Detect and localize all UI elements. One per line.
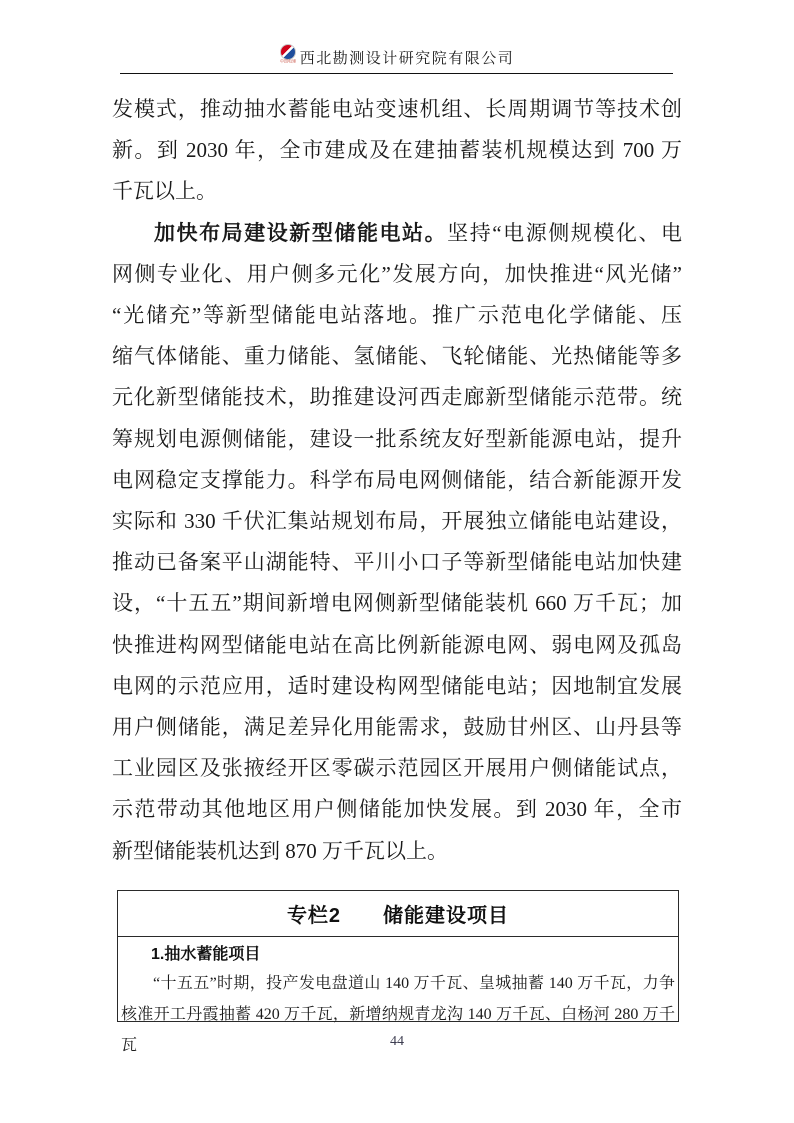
page-header (0, 44, 794, 70)
text-line: 筹规划电源侧储能，建设一批系统友好型新能源电站，提升 (112, 426, 682, 451)
text-line: 元化新型储能技术，助推建设河西走廊新型储能示范带。统 (112, 385, 682, 410)
page-number: 44 (390, 1034, 404, 1049)
box-title: 专栏2 储能建设项目 (118, 891, 678, 937)
bold-lead: 加快布局建设新型储能电站。 (154, 220, 448, 245)
text-line: “光储充”等新型储能电站落地。推广示范电化学储能、压 (112, 303, 682, 328)
header-divider (120, 73, 673, 74)
box-section-heading: 1.抽水蓄能项目 (151, 946, 261, 963)
powerchina-logo-icon (280, 44, 297, 70)
body-text (112, 89, 682, 872)
text-line: 工业园区及张掖经开区零碳示范园区开展用户侧储能试点， (112, 756, 682, 781)
text-line: 千瓦以上。 (112, 179, 217, 204)
company-name: 西北勘测设计研究院有限公司 (299, 50, 515, 67)
text-line: 核准开工丹霞抽蓄 420 万千瓦，新增纳规青龙沟 140 万千瓦、白杨河 280 万千瓦 (121, 1006, 675, 1054)
text-line: 设，“十五五”期间新增电网侧新型储能装机 660 万千瓦；加 (112, 591, 682, 616)
text-line: 电网稳定支撑能力。科学布局电网侧储能，结合新能源开发 (112, 467, 682, 492)
text-line: 新型储能装机达到 870 万千瓦以上。 (112, 838, 448, 863)
text-line: 快推进构网型储能电站在高比例新能源电网、弱电网及孤岛 (112, 632, 682, 657)
text-line: 实际和 330 千伏汇集站规划布局，开展独立储能电站建设， (112, 509, 682, 534)
text-line: 用户侧储能，满足差异化用能需求，鼓励甘州区、山丹县等 (112, 715, 682, 740)
text-line: 发模式，推动抽水蓄能电站变速机组、长周期调节等技术创 (112, 97, 682, 121)
text-line: 加快布局建设新型储能电站。坚持“电源侧规模化、电 (154, 220, 683, 245)
logo-globe-icon (280, 44, 296, 60)
text-line: 示范带动其他地区用户侧储能加快发展。到 2030 年，全市 (112, 797, 682, 822)
text-line: 新。到 2030 年，全市建成及在建抽蓄装机规模达到 700 万 (112, 138, 682, 163)
text-line: 推动已备案平山湖能特、平川小口子等新型储能电站加快建 (112, 550, 682, 575)
text-line: “十五五”时期，投产发电盘道山 140 万千瓦、皇城抽蓄 140 万千瓦，力争 (153, 975, 675, 992)
text-line: 电网的示范应用，适时建设构网型储能电站；因地制宜发展 (112, 673, 682, 698)
logo-caption: 中国电建 (280, 59, 297, 64)
text-line: 缩气体储能、重力储能、氢储能、飞轮储能、光热储能等多 (112, 344, 682, 369)
text-line: 网侧专业化、用户侧多元化”发展方向，加快推进“风光储” (112, 261, 682, 286)
page-footer (0, 1034, 794, 1050)
